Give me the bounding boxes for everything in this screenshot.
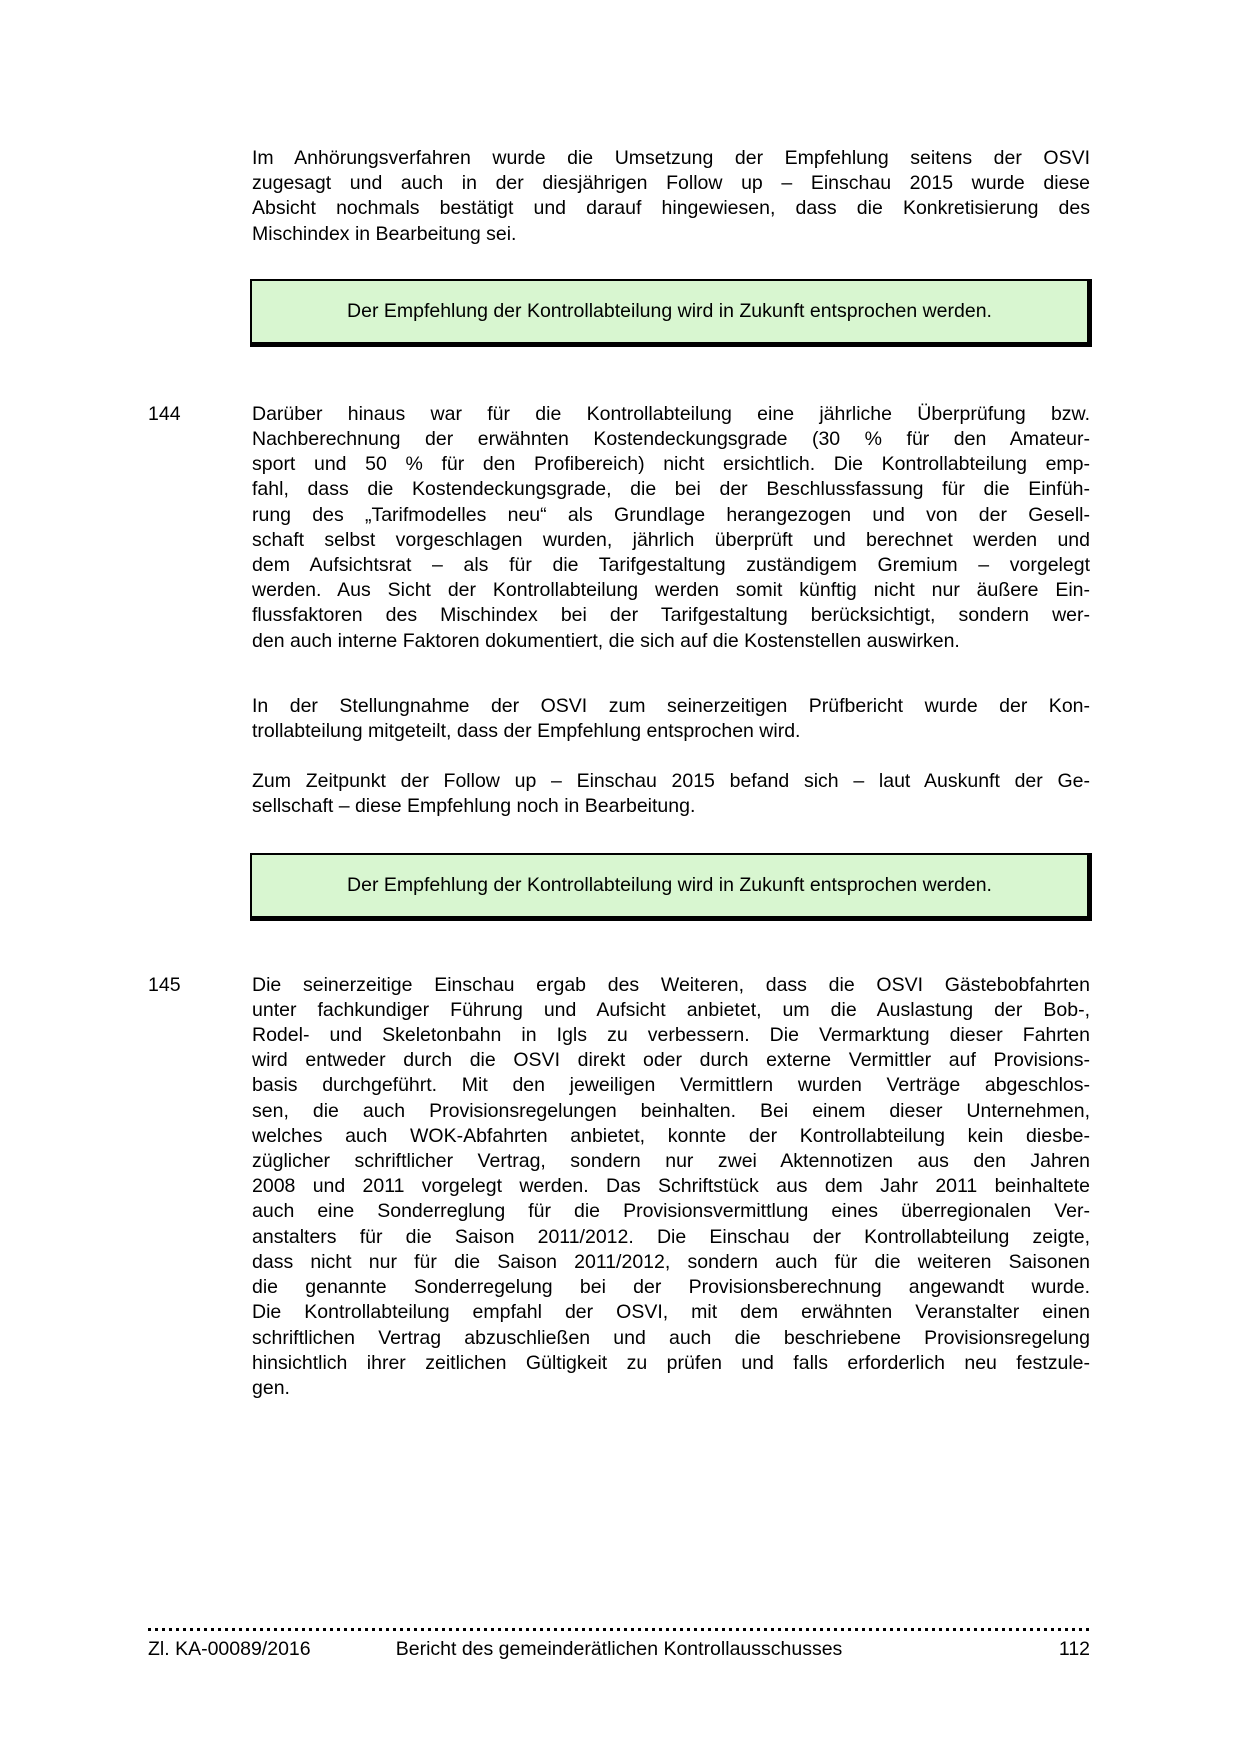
text-line: zugesagt und auch in der diesjährigen Follow up – Einschau 2015 wurde diese [252,172,1090,195]
text-line: dem Aufsichtsrat – als für die Tarifgestaltung zuständigem Gremium – vorgelegt [252,554,1090,577]
text-line: Nachberechnung der erwähnten Kostendeckungsgrade (30 % für den Amateur- [252,428,1090,451]
text-line: schaft selbst vorgeschlagen wurden, jährlich überprüft und berechnet werden und [252,528,1090,551]
text-line: züglicher schriftlicher Vertrag, sondern nur zwei Aktennotizen aus den Jahren [252,1150,1090,1173]
paragraph-block [148,146,1090,247]
text-line: unter fachkundiger Führung und Aufsicht anbietet, um die Auslastung der Bob-, [252,998,1090,1021]
text-line: werden. Aus Sicht der Kontrollabteilung werden somit künftig nicht nur äußere Ein- [252,579,1090,602]
text-line: Absicht nochmals bestätigt und darauf hingewiesen, dass die Konkretisierung des [252,197,1090,220]
paragraph-text [252,402,1090,654]
footer-report-title: Bericht des gemeinderätlichen Kontrollausschusses [395,1638,843,1660]
paragraph-number: 144 [148,402,181,425]
text-line: den auch interne Faktoren dokumentiert, die sich auf die Kostenstellen auswirken. [252,629,960,652]
paragraph-number: 145 [148,973,181,996]
text-line: basis durchgeführt. Mit den jeweiligen Vermittlern wurden Verträge abgeschlos- [252,1074,1090,1097]
text-line: Die Kontrollabteilung empfahl der OSVI, mit dem erwähnten Veranstalter einen [252,1301,1090,1324]
paragraph-block [148,694,1090,744]
text-line: sen, die auch Provisionsregelungen beinhalten. Bei einem dieser Unternehmen, [252,1099,1090,1122]
text-line: gen. [252,1376,290,1399]
paragraph-text [252,769,1090,819]
content-column [148,0,1090,1401]
numbered-paragraph-145 [148,973,1090,1401]
text-line: fahl, dass die Kostendeckungsgrade, die bei der Beschlussfassung für die Einfüh- [252,478,1090,501]
recommendation-box-text: Der Empfehlung der Kontrollabteilung wird in Zukunft entsprochen werden. [347,873,992,896]
footer-dotted-line [148,1628,1090,1631]
text-line: In der Stellungnahme der OSVI zum seinerzeitigen Prüfbericht wurde der Kon- [252,694,1090,717]
text-line: hinsichtlich ihrer zeitlichen Gültigkeit zu prüfen und falls erforderlich neu festzule- [252,1351,1090,1374]
text-line: 2008 und 2011 vorgelegt werden. Das Schriftstück aus dem Jahr 2011 beinhaltete [252,1175,1090,1198]
recommendation-box-text: Der Empfehlung der Kontrollabteilung wird in Zukunft entsprochen werden. [347,299,992,322]
text-line: Rodel- und Skeletonbahn in Igls zu verbessern. Die Vermarktung dieser Fahrten [252,1024,1090,1047]
paragraph-text [252,973,1090,1401]
recommendation-box [250,279,1092,347]
text-line: wird entweder durch die OSVI direkt oder durch externe Vermittler auf Provisions- [252,1049,1090,1072]
text-line: auch eine Sonderreglung für die Provisionsvermittlung eines überregionalen Ver- [252,1200,1090,1223]
text-line: Die seinerzeitige Einschau ergab des Weiteren, dass die OSVI Gästebobfahrten [252,973,1090,996]
text-line: rung des „Tarifmodelles neu“ als Grundlage herangezogen und von der Gesell- [252,503,1090,526]
footer-file-number: Zl. KA-00089/2016 [148,1638,311,1660]
text-line: sport und 50 % für den Profibereich) nicht ersichtlich. Die Kontrollabteilung emp- [252,453,1090,476]
text-line: sellschaft – diese Empfehlung noch in Bearbeitung. [252,795,696,818]
paragraph-block [148,769,1090,819]
text-line: schriftlichen Vertrag abzuschließen und auch die beschriebene Provisionsregelung [252,1326,1090,1349]
text-line: Darüber hinaus war für die Kontrollabteilung eine jährliche Überprüfung bzw. [252,402,1090,425]
text-line: dass nicht nur für die Saison 2011/2012, sondern auch für die weiteren Saisonen [252,1250,1090,1273]
text-line: Mischindex in Bearbeitung sei. [252,222,517,245]
text-line: flussfaktoren des Mischindex bei der Tarifgestaltung berücksichtigt, sondern wer- [252,604,1090,627]
text-line: anstalters für die Saison 2011/2012. Die Einschau der Kontrollabteilung zeigte, [252,1225,1090,1248]
text-line: Zum Zeitpunkt der Follow up – Einschau 2015 befand sich – laut Auskunft der Ge- [252,770,1090,793]
text-line: die genannte Sonderregelung bei der Provisionsberechnung angewandt wurde. [252,1276,1090,1299]
text-line: trollabteilung mitgeteilt, dass der Empfehlung entsprochen wird. [252,720,801,743]
numbered-paragraph-144 [148,402,1090,654]
footer-page-number: 112 [1058,1638,1091,1660]
text-line: Im Anhörungsverfahren wurde die Umsetzung der Empfehlung seitens der OSVI [252,147,1090,169]
text-line: welches auch WOK-Abfahrten anbietet, konnte der Kontrollabteilung kein diesbe- [252,1124,1090,1147]
paragraph-text [252,694,1090,744]
page-footer [148,1628,1090,1662]
recommendation-box [250,853,1092,921]
paragraph-text [252,146,1090,247]
footer-row [148,1637,1090,1662]
